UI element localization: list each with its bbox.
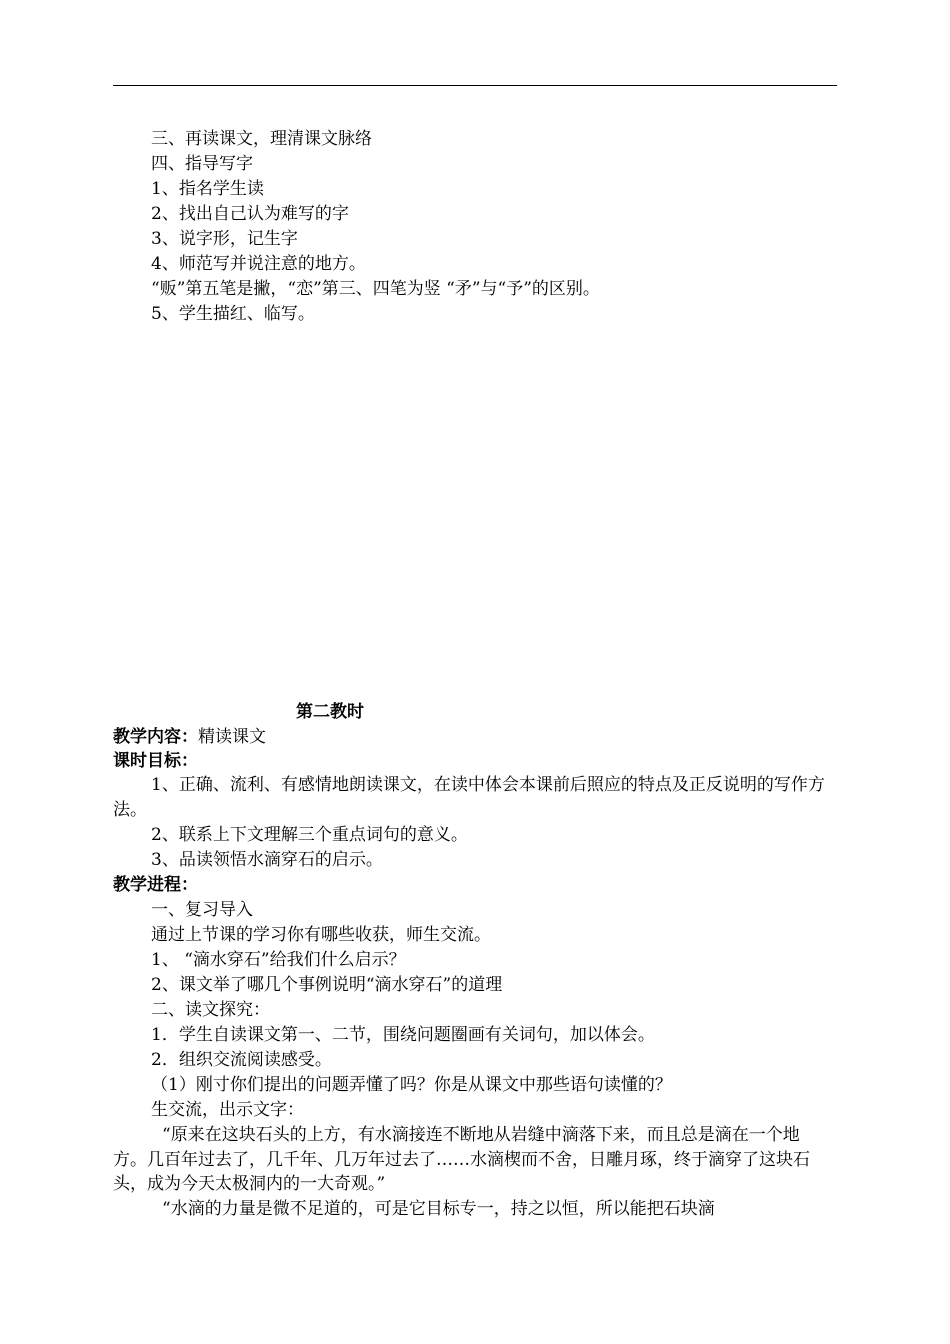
process-item-share: 2．组织交流阅读感受。 [151, 1050, 332, 1070]
process-item-explore: 二、读文探究： [151, 1000, 270, 1020]
quote-paragraph-2: “水滴的力量是微不足道的，可是它目标专一，持之以恒，所以能把石块滴 [162, 1199, 715, 1219]
content-value: 精读课文 [198, 727, 266, 747]
outline-item-step-1: 1、指名学生读 [151, 179, 264, 199]
outline-item-reread: 三、再读课文，理清课文脉络 [151, 129, 372, 149]
process-item-review: 一、复习导入 [151, 900, 253, 920]
outline-item-step-5: 5、学生描红、临写。 [151, 304, 315, 324]
content-row [113, 725, 266, 749]
process-label: 教学进程： [113, 875, 198, 895]
process-item-question-1: 1、 “滴水穿石”给我们什么启示？ [151, 950, 406, 970]
goals-label: 课时目标： [113, 751, 198, 771]
outline-item-step-4: 4、师范写并说注意的地方。 [151, 254, 366, 274]
outline-item-writing-guide: 四、指导写字 [151, 154, 253, 174]
goal-item-1: 1、正确、流利、有感情地朗读课文，在读中体会本课前后照应的特点及正反说明的写作方法。 [113, 775, 825, 820]
outline-item-step-3: 3、说字形，记生字 [151, 229, 298, 249]
character-note: “贩”第五笔是撇，“恋”第三、四笔为竖 “矛”与“予”的区别。 [151, 279, 600, 299]
content-label: 教学内容： [113, 727, 198, 747]
goal-item-3: 3、品读领悟水滴穿石的启示。 [151, 850, 383, 870]
header-rule [113, 85, 837, 86]
process-item-self-read: 1．学生自读课文第一、二节，围绕问题圈画有关词句，加以体会。 [151, 1025, 655, 1045]
lesson-title: 第二教时 [296, 702, 364, 722]
outline-item-step-2: 2、找出自己认为难写的字 [151, 204, 349, 224]
process-item-question-sub-1: （1）刚寸你们提出的问题弄懂了吗？你是从课文中那些语句读懂的？ [151, 1075, 672, 1095]
process-item-show-text: 生交流，出示文字： [151, 1100, 304, 1120]
process-item-exchange: 通过上节课的学习你有哪些收获，师生交流。 [151, 925, 491, 945]
process-item-question-2: 2、课文举了哪几个事例说明“滴水穿石”的道理 [151, 975, 503, 995]
quote-paragraph-1: “原来在这块石头的上方，有水滴接连不断地从岩缝中滴落下来，而且总是滴在一个地方。几百年过去了，几千年、几万年过去了……水滴楔而不舍，日雕月琢，终于滴穿了这块石头，成为今天太极洞内的一大奇观。” [113, 1125, 810, 1194]
goal-item-2: 2、联系上下文理解三个重点词句的意义。 [151, 825, 468, 845]
